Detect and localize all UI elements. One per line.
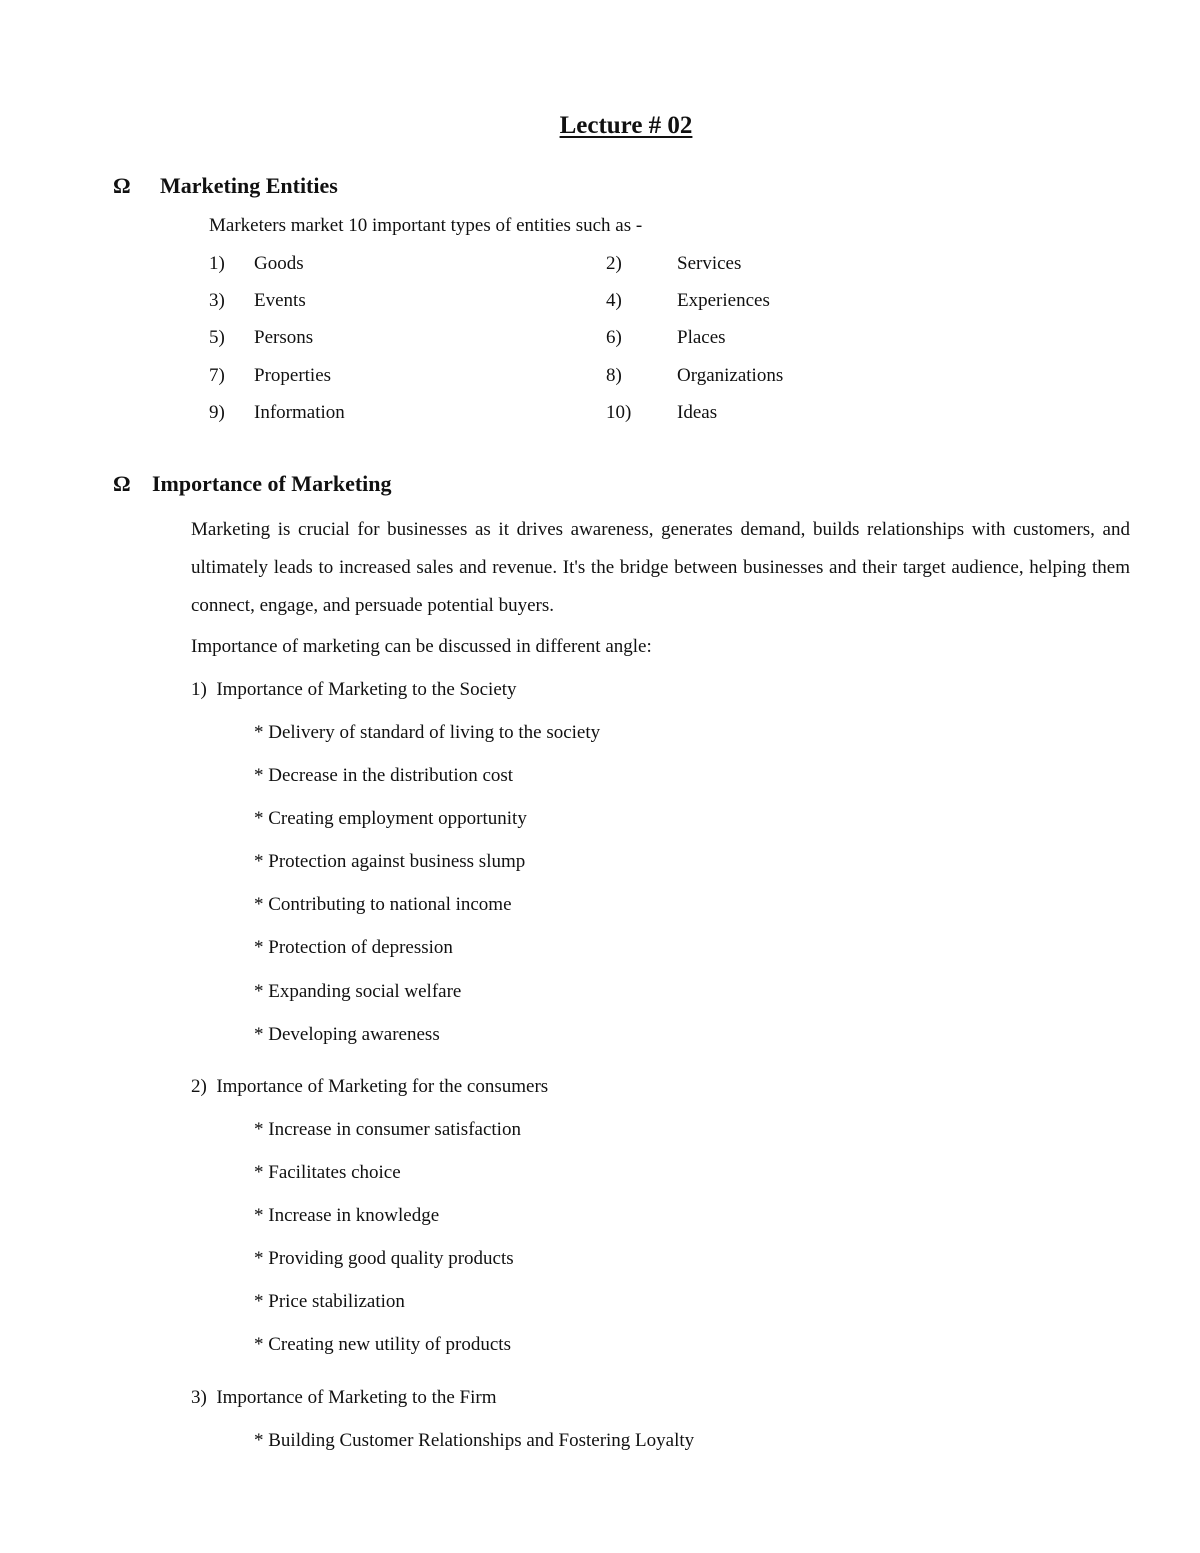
entity-label: Goods <box>254 253 304 274</box>
list-item: * Decrease in the distribution cost <box>254 765 514 786</box>
list-item: * Creating new utility of products <box>254 1334 511 1355</box>
section-omega-icon: Ω <box>113 471 131 496</box>
section-heading-entities: Marketing Entities <box>160 173 338 198</box>
list-item: * Creating employment opportunity <box>254 808 527 829</box>
entity-number: 7) <box>209 365 225 386</box>
entity-number: 9) <box>209 402 225 423</box>
list-item: * Building Customer Relationships and Fostering Loyalty <box>254 1430 695 1451</box>
entity-label: Persons <box>254 327 314 348</box>
entity-label: Ideas <box>677 402 718 423</box>
entity-label: Places <box>677 327 726 348</box>
entity-number: 4) <box>606 290 622 311</box>
entity-label: Properties <box>254 365 332 386</box>
list-item: * Price stabilization <box>254 1291 405 1312</box>
group-heading-society: 1) Importance of Marketing to the Society <box>191 679 517 700</box>
list-item: * Increase in knowledge <box>254 1205 440 1226</box>
entity-number: 5) <box>209 327 225 348</box>
list-item: * Increase in consumer satisfaction <box>254 1119 521 1140</box>
angle-intro: Importance of marketing can be discussed in different angle: <box>191 636 652 657</box>
page-title: Lecture # 02 <box>559 112 693 139</box>
entity-label: Organizations <box>677 365 784 386</box>
entity-label: Events <box>254 290 306 311</box>
entities-intro: Marketers market 10 important types of entities such as - <box>209 215 643 236</box>
list-item: * Facilitates choice <box>254 1162 401 1183</box>
entity-number: 10) <box>606 402 632 423</box>
list-item: * Protection against business slump <box>254 851 526 872</box>
entity-number: 2) <box>606 253 622 274</box>
importance-paragraph: Marketing is crucial for businesses as it drives awareness, generates demand, builds relationships with customers, and ultimately leads to increased sales and revenue. It's the bridge between businesses and their target audience, helping them connect, engage, and persuade potential buyers. <box>191 519 1130 616</box>
list-item: * Delivery of standard of living to the society <box>254 722 601 743</box>
entity-number: 3) <box>209 290 225 311</box>
list-item: * Contributing to national income <box>254 894 512 915</box>
entity-label: Services <box>677 253 742 274</box>
list-item: * Protection of depression <box>254 937 453 958</box>
group-heading-consumers: 2) Importance of Marketing for the consumers <box>191 1076 549 1097</box>
entity-number: 8) <box>606 365 622 386</box>
entity-label: Information <box>254 402 345 423</box>
list-item: * Developing awareness <box>254 1024 440 1045</box>
group-heading-firm: 3) Importance of Marketing to the Firm <box>191 1387 497 1408</box>
list-item: * Providing good quality products <box>254 1248 514 1269</box>
entity-label: Experiences <box>677 290 770 311</box>
section-omega-icon: Ω <box>113 173 131 198</box>
section-heading-importance: Importance of Marketing <box>152 471 392 496</box>
list-item: * Expanding social welfare <box>254 981 462 1002</box>
entity-number: 6) <box>606 327 622 348</box>
entity-number: 1) <box>209 253 225 274</box>
